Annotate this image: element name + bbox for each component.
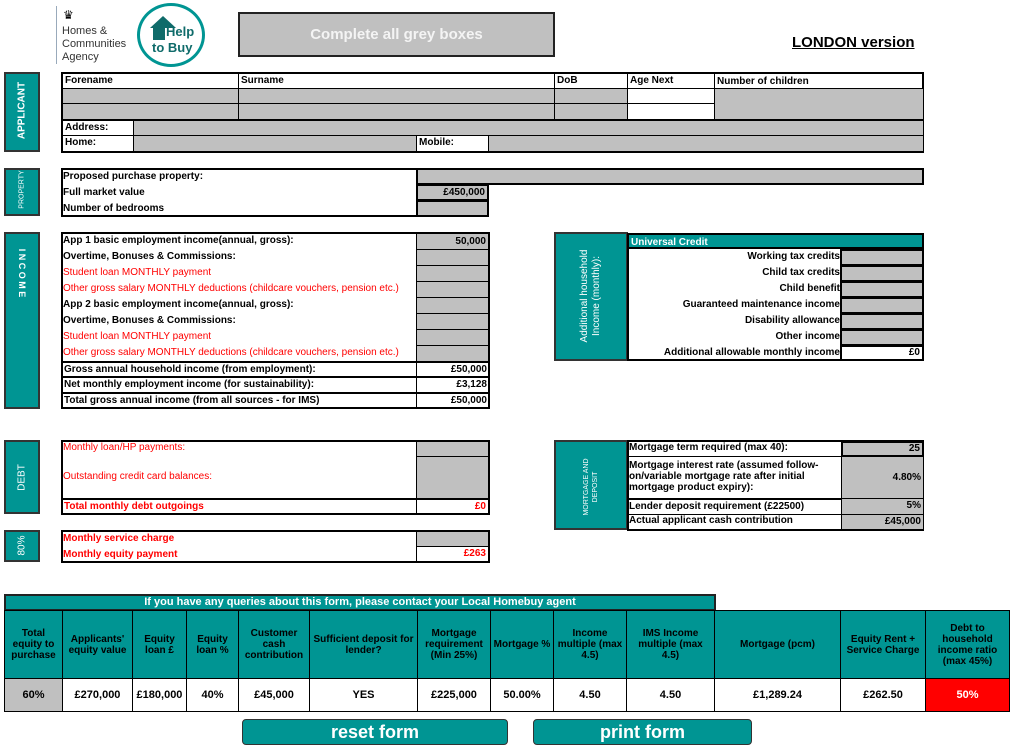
section-mortgage-deposit-label: MORTGAGE AND DEPOSIT [583, 458, 599, 516]
summary-value: 4.50 [626, 678, 715, 712]
summary-header: Applicants' equity value [62, 610, 133, 679]
market-value-input[interactable]: £450,000 [416, 184, 489, 201]
additional-income-input[interactable] [840, 297, 924, 314]
summary-header: Equity loan £ [132, 610, 187, 679]
summary-header: Debt to household income ratio (max 45%) [925, 610, 1010, 679]
summary-header: Customer cash contribution [238, 610, 310, 679]
home-phone-input[interactable] [133, 135, 417, 152]
deposit-input[interactable]: 5% [841, 498, 924, 515]
deposit-label: Lender deposit requirement (£22500) [627, 498, 842, 515]
section-additional-income [554, 232, 628, 361]
summary-header: Mortgage requirement (Min 25%) [417, 610, 491, 679]
hca-logo [56, 6, 132, 64]
summary-header: Mortgage % [490, 610, 554, 679]
section-property [4, 168, 40, 216]
summary-header: Sufficient deposit for lender? [309, 610, 418, 679]
section-eighty-label: 80% [16, 535, 28, 556]
summary-value: £270,000 [62, 678, 133, 712]
instruction-banner: Complete all grey boxes [238, 12, 555, 57]
additional-income-label: Other income [775, 331, 840, 342]
dob-input-2[interactable] [554, 103, 628, 120]
dob-input-1[interactable] [554, 88, 628, 104]
credit-card-input[interactable] [416, 456, 489, 499]
income-row-label: Overtime, Bonuses & Commissions: [63, 315, 236, 326]
term-input[interactable]: 25 [841, 441, 924, 457]
income-total-label: Gross annual household income (from employment): [62, 361, 417, 377]
additional-income-label: Guaranteed maintenance income [682, 299, 840, 310]
market-value-label: Full market value [63, 187, 145, 198]
income-row-label: Student loan MONTHLY payment [63, 267, 212, 278]
summary-header: Income multiple (max 4.5) [553, 610, 627, 679]
age-next-1 [627, 88, 715, 104]
section-debt [4, 440, 40, 514]
summary-value: 40% [186, 678, 239, 712]
equity-payment-label: Monthly equity payment [63, 549, 178, 560]
additional-income-input[interactable] [840, 313, 924, 330]
income-row-input[interactable] [416, 313, 489, 330]
forename-input-1[interactable] [62, 88, 239, 104]
income-row-label: Other gross salary MONTHLY deductions (childcare vouchers, pension etc.) [63, 347, 399, 358]
age-next-2 [627, 103, 715, 120]
crest-icon: ♛ [63, 8, 74, 22]
summary-value: 4.50 [553, 678, 627, 712]
section-income [4, 232, 40, 409]
contact-banner: If you have any queries about this form, please contact your Local Homebuy agent [4, 594, 716, 611]
section-income-label: I N C O M E [17, 248, 27, 298]
forename-label: Forename [62, 73, 239, 89]
bedrooms-input[interactable] [416, 200, 489, 217]
rate-label: Mortgage interest rate (assumed follow-on/variable mortgage rate after initial mortgage product expiry): [627, 456, 842, 499]
section-additional-income-label: Additional household Income (monthly): [579, 249, 602, 343]
additional-income-total-label: Additional allowable monthly income [663, 347, 840, 358]
equity-payment-value: £263 [416, 546, 489, 562]
section-applicant [4, 72, 40, 152]
income-row-input[interactable] [416, 249, 489, 266]
home-label: Home: [62, 135, 134, 152]
total-debt-value: £0 [416, 498, 489, 514]
service-charge-label: Monthly service charge [63, 533, 175, 544]
income-total-value: £50,000 [416, 393, 489, 409]
additional-income-input[interactable] [840, 281, 924, 298]
term-label: Mortgage term required (max 40): [627, 441, 842, 457]
income-total-label: Net monthly employment income (for sustainability): [62, 377, 417, 393]
income-row-label: Student loan MONTHLY payment [63, 331, 212, 342]
htb-logo-text-2: to Buy [152, 40, 193, 55]
income-total-label: Total gross annual income (from all sources - for IMS) [62, 393, 417, 409]
income-row-input[interactable] [416, 329, 489, 346]
income-row-label: App 2 basic employment income(annual, gross): [63, 299, 294, 310]
house-body-icon [153, 28, 165, 40]
summary-header: Equity Rent + Service Charge [840, 610, 926, 679]
mobile-input[interactable] [488, 135, 924, 152]
children-input[interactable] [714, 88, 924, 120]
surname-label: Surname [238, 73, 555, 89]
additional-income-label: Child benefit [779, 283, 840, 294]
additional-income-label: Working tax credits [747, 251, 840, 262]
summary-value: £180,000 [132, 678, 187, 712]
summary-value: £225,000 [417, 678, 491, 712]
income-total-value: £3,128 [416, 377, 489, 393]
age-next-label: Age Next [627, 73, 715, 89]
hca-logo-text-2: Communities [62, 38, 127, 50]
cash-contribution-input[interactable]: £45,000 [841, 514, 924, 530]
income-row-input[interactable] [416, 265, 489, 282]
rate-input[interactable]: 4.80% [841, 456, 924, 499]
address-input[interactable] [133, 120, 924, 136]
income-row-input[interactable] [416, 345, 489, 362]
additional-income-label: Disability allowance [744, 315, 840, 326]
dob-label: DoB [554, 73, 628, 89]
additional-income-input[interactable] [840, 265, 924, 282]
summary-value: YES [309, 678, 418, 712]
total-debt-label: Total monthly debt outgoings [62, 498, 417, 514]
print-form-button[interactable]: print form [533, 719, 752, 745]
loan-hp-label: Monthly loan/HP payments: [63, 442, 186, 453]
section-mortgage-deposit [554, 440, 628, 530]
summary-header: Mortgage (pcm) [714, 610, 841, 679]
hca-logo-text-1: Homes & [62, 25, 108, 37]
proposed-property-label: Proposed purchase property: [63, 171, 204, 182]
summary-header: Total equity to purchase [4, 610, 63, 679]
children-label: Number of children [714, 73, 924, 89]
income-row-label: Overtime, Bonuses & Commissions: [63, 251, 236, 262]
loan-hp-input[interactable] [416, 441, 489, 457]
income-row-label: App 1 basic employment income(annual, gross): [63, 235, 294, 246]
bedrooms-label: Number of bedrooms [63, 203, 165, 214]
surname-input-1[interactable] [238, 88, 555, 104]
section-property-label: PROPERTY [18, 170, 26, 209]
additional-income-label: Child tax credits [762, 267, 840, 278]
summary-header: IMS Income multiple (max 4.5) [626, 610, 715, 679]
cash-contribution-label: Actual applicant cash contribution [627, 514, 842, 530]
surname-input-2[interactable] [238, 103, 555, 120]
summary-value: £262.50 [840, 678, 926, 712]
forename-input-2[interactable] [62, 103, 239, 120]
version-label: LONDON version [792, 34, 915, 51]
additional-income-total-value: £0 [840, 345, 924, 361]
section-debt-label: DEBT [16, 464, 28, 491]
income-row-label: Other gross salary MONTHLY deductions (childcare vouchers, pension etc.) [63, 283, 399, 294]
proposed-property-input[interactable] [416, 168, 924, 185]
hca-logo-text-3: Agency [62, 51, 99, 63]
summary-value: £45,000 [238, 678, 310, 712]
summary-value: £1,289.24 [714, 678, 841, 712]
section-applicant-label: APPLICANT [16, 81, 28, 140]
help-to-buy-logo [137, 3, 205, 67]
credit-card-label: Outstanding credit card balances: [63, 471, 212, 482]
section-eighty [4, 530, 40, 562]
income-row-input[interactable]: 50,000 [416, 233, 489, 250]
reset-form-button[interactable]: reset form [242, 719, 508, 745]
summary-header: Equity loan % [186, 610, 239, 679]
additional-income-input[interactable] [840, 329, 924, 346]
income-row-input[interactable] [416, 297, 489, 314]
mobile-label: Mobile: [416, 135, 489, 152]
income-row-input[interactable] [416, 281, 489, 298]
summary-value: 50.00% [490, 678, 554, 712]
additional-income-input[interactable] [840, 249, 924, 266]
htb-logo-text-1: Help [166, 24, 195, 39]
summary-value: 50% [925, 678, 1010, 712]
service-charge-input[interactable] [416, 531, 489, 547]
address-label: Address: [62, 120, 134, 136]
universal-credit-header: Universal Credit [627, 233, 924, 249]
summary-value[interactable]: 60% [4, 678, 63, 712]
income-total-value: £50,000 [416, 361, 489, 377]
